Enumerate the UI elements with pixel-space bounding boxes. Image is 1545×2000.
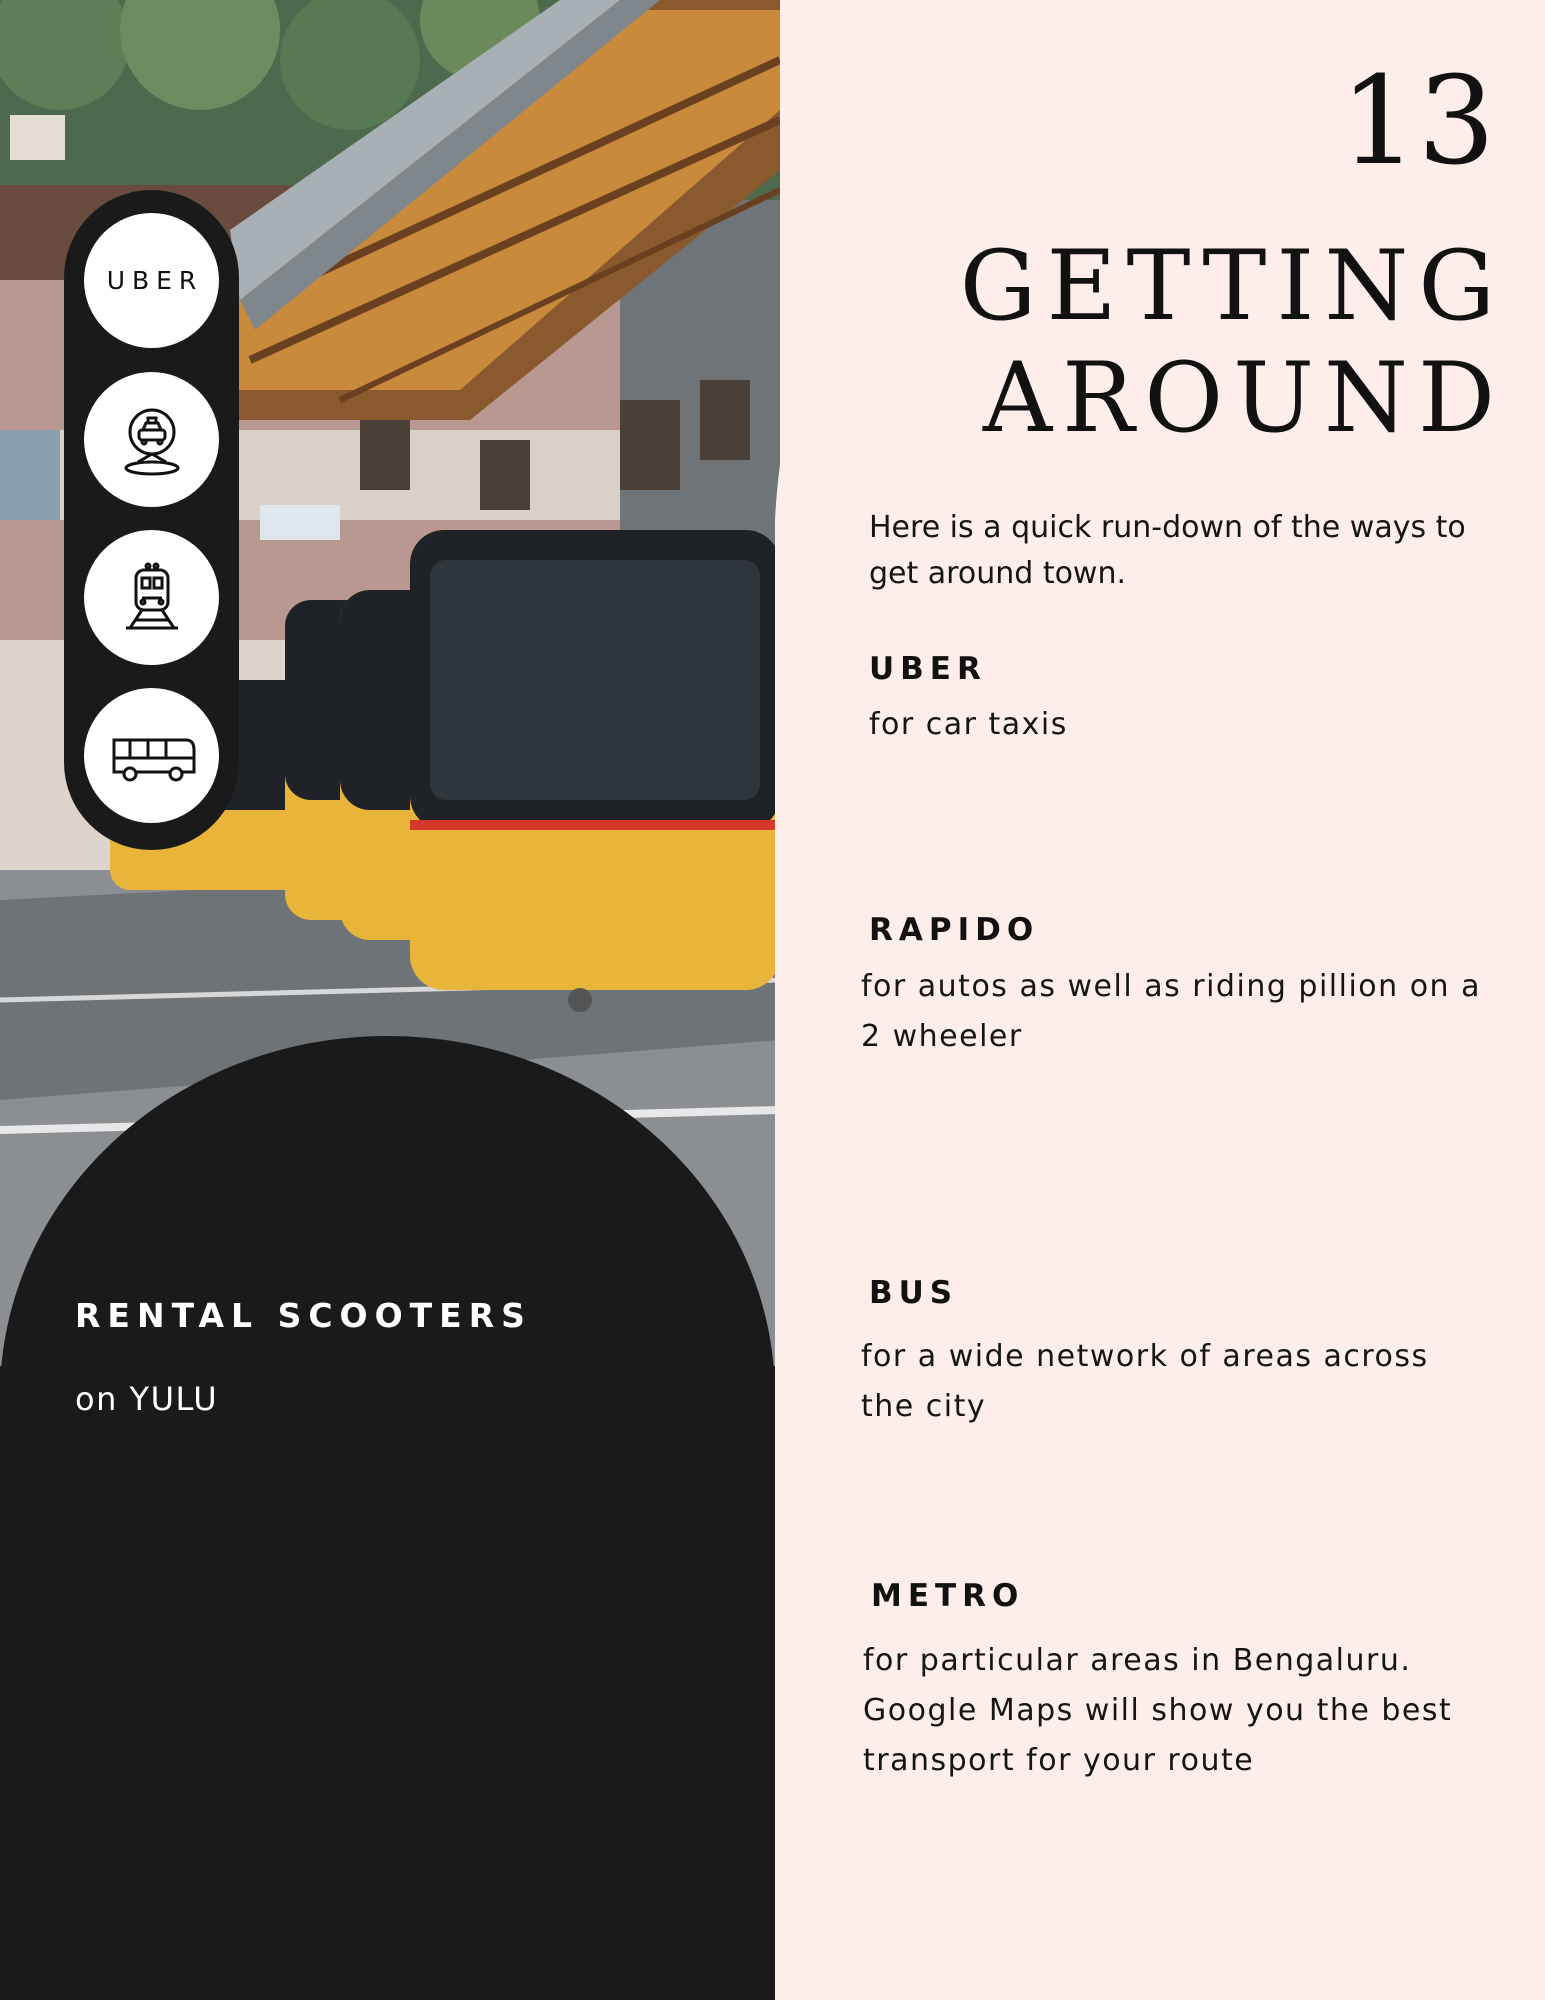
- title-line-2: AROUND: [982, 342, 1505, 454]
- rental-text: on YULU: [75, 1380, 219, 1418]
- section-text-rapido: for autos as well as riding pillion on a 2 wheeler: [861, 969, 1481, 1054]
- uber-logo-icon: [84, 213, 219, 348]
- page-number: 13: [1340, 50, 1496, 192]
- section-heading-bus: BUS: [869, 1275, 959, 1311]
- title-line-1: GETTING: [959, 230, 1505, 342]
- intro-text: Here is a quick run-down of the ways to get around town.: [869, 510, 1466, 591]
- section-text-uber: for car taxis: [869, 707, 1068, 742]
- section-text-metro: for particular areas in Bengaluru. Google Maps will show you the best transport for your route: [863, 1643, 1453, 1778]
- taxi-location-icon: [84, 372, 219, 507]
- uber-logo-label: UBER: [106, 266, 204, 295]
- section-heading-metro: METRO: [871, 1578, 1025, 1614]
- bus-icon: [84, 688, 219, 823]
- train-icon: [84, 530, 219, 665]
- section-text-bus: for a wide network of areas across the city: [861, 1339, 1429, 1424]
- rental-heading: RENTAL SCOOTERS: [75, 1296, 532, 1335]
- rental-block-fill: [0, 1366, 775, 2000]
- section-heading-rapido: RAPIDO: [869, 912, 1040, 948]
- section-heading-uber: UBER: [869, 651, 987, 687]
- rental-block: [0, 1036, 775, 2000]
- page-title: [905, 230, 1505, 454]
